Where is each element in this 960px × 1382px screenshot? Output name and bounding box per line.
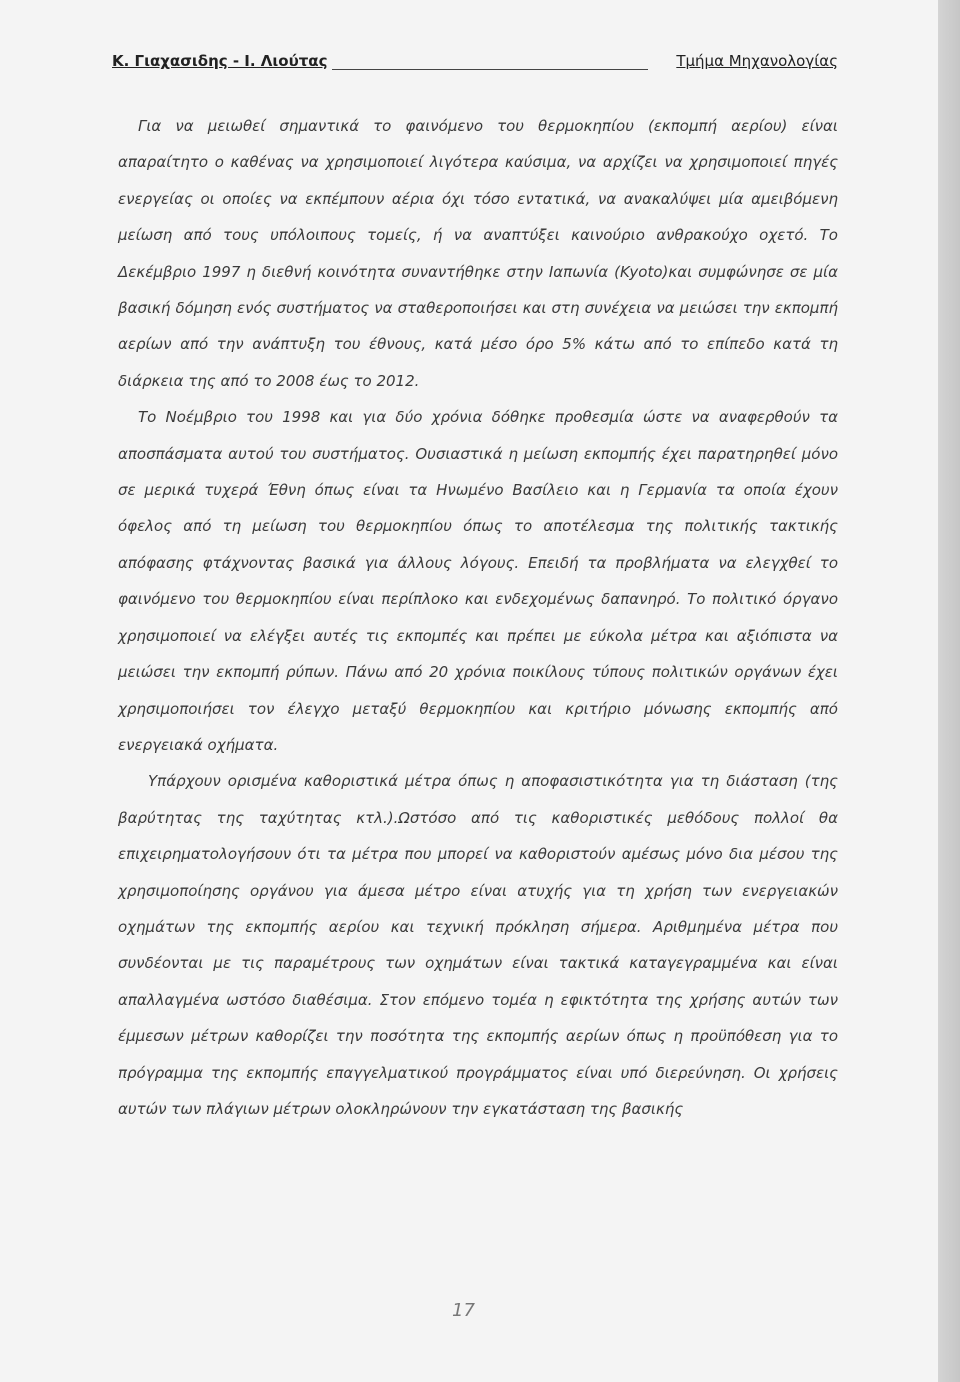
- scan-edge-shadow: [938, 0, 960, 1382]
- header-authors: Κ. Γιαχασιδης - Ι. Λιούτας: [112, 52, 328, 70]
- header-rule: [332, 69, 648, 70]
- page-number: 17: [452, 1300, 475, 1321]
- document-body: [118, 108, 838, 1127]
- page-header: [112, 52, 838, 76]
- paragraph-3: Υπάρχουν ορισμένα καθοριστικά μέτρα όπως η αποφασιστικότητα για τη διάσταση (της βαρύτητας της ταχύτητας κτλ.).Ωστόσο από τις καθοριστικές μεθόδους πολλοί θα επιχειρηματολογήσουν ότι τα μέτρα που μπορεί να καθοριστούν αμέσως μόνο δια μέσου της χρησιμοποίησης οργάνου για άμεσα μέτρο είναι ατυχής για τη χρήση των ενεργειακών οχημάτων της εκπομπής αερίου και τεχνική πρόκληση σήμερα. Αριθμημένα μέτρα που συνδέονται με τις παραμέτρους των οχημάτων είναι τακτικά καταγεγραμμένα και είναι απαλλαγμένα ωστόσο διαθέσιμα. Στον επόμενο τομέα η εφικτότητα της χρήσης αυτών των έμμεσων μέτρων καθορίζει την ποσότητα της εκπομπής αερίων όπως η προϋπόθεση για το πρόγραμμα της εκπομπής επαγγελματικού προγράμματος είναι υπό διερεύνηση. Οι χρήσεις αυτών των πλάγιων μέτρων ολοκληρώνουν την εγκατάσταση της βασικής: [118, 772, 838, 1118]
- paragraph-2: Το Νοέμβριο του 1998 και για δύο χρόνια δόθηκε προθεσμία ώστε να αναφερθούν τα αποσπάσματα αυτού του συστήματος. Ουσιαστικά η μείωση εκπομπής έχει παρατηρηθεί μόνο σε μερικά τυχερά Έθνη όπως είναι τα Ηνωμένο Βασίλειο και η Γερμανία τα οποία έχουν όφελος από τη μείωση του θερμοκηπίου όπως το αποτέλεσμα της πολιτικής τακτικής απόφασης φτάχνοντας βασικά για άλλους λόγους. Επειδή τα προβλήματα να ελεγχθεί το φαινόμενο του θερμοκηπίου είναι περίπλοκο και ενδεχομένως δαπανηρό. Το πολιτικό όργανο χρησιμοποιεί να ελέγξει αυτές τις εκπομπές και πρέπει με εύκολα μέτρα και αξιόπιστα να μειώσει την εκπομπή ρύπων. Πάνω από 20 χρόνια ποικίλους τύπους πολιτικών οργάνων έχει χρησιμοποιήσει τον έλεγχο μεταξύ θερμοκηπίου και κριτήριο μόνωσης εκπομπής από ενεργειακά οχήματα.: [118, 408, 838, 754]
- header-department: Τμήμα Μηχανολογίας: [676, 52, 838, 70]
- paragraph-1: Για να μειωθεί σημαντικά το φαινόμενο του θερμοκηπίου (εκπομπή αερίου) είναι απαραίτητο ο καθένας να χρησιμοποιεί λιγότερα καύσιμα, να αρχίζει να χρησιμοποιεί πηγές ενεργείας οι οποίες να εκπέμπουν αέρια όχι τόσο εντατικά, να ανακαλύψει μία αμειβόμενη μείωση από τους υπόλοιπους τομείς, ή να αναπτύξει καινούριο ανθρακούχο οχετό. Το Δεκέμβριο 1997 η διεθνή κοινότητα συναντήθηκε στην Ιαπωνία (Kyoto)και συμφώνησε σε μία βασική δόμηση ενός συστήματος να σταθεροποιήσει και στη συνέχεια να μειώσει την εκπομπή αερίων από την ανάπτυξη του έθνους, κατά μέσο όρο 5% κάτω από το επίπεδο κατά τη διάρκεια της από το 2008 έως το 2012.: [118, 117, 838, 390]
